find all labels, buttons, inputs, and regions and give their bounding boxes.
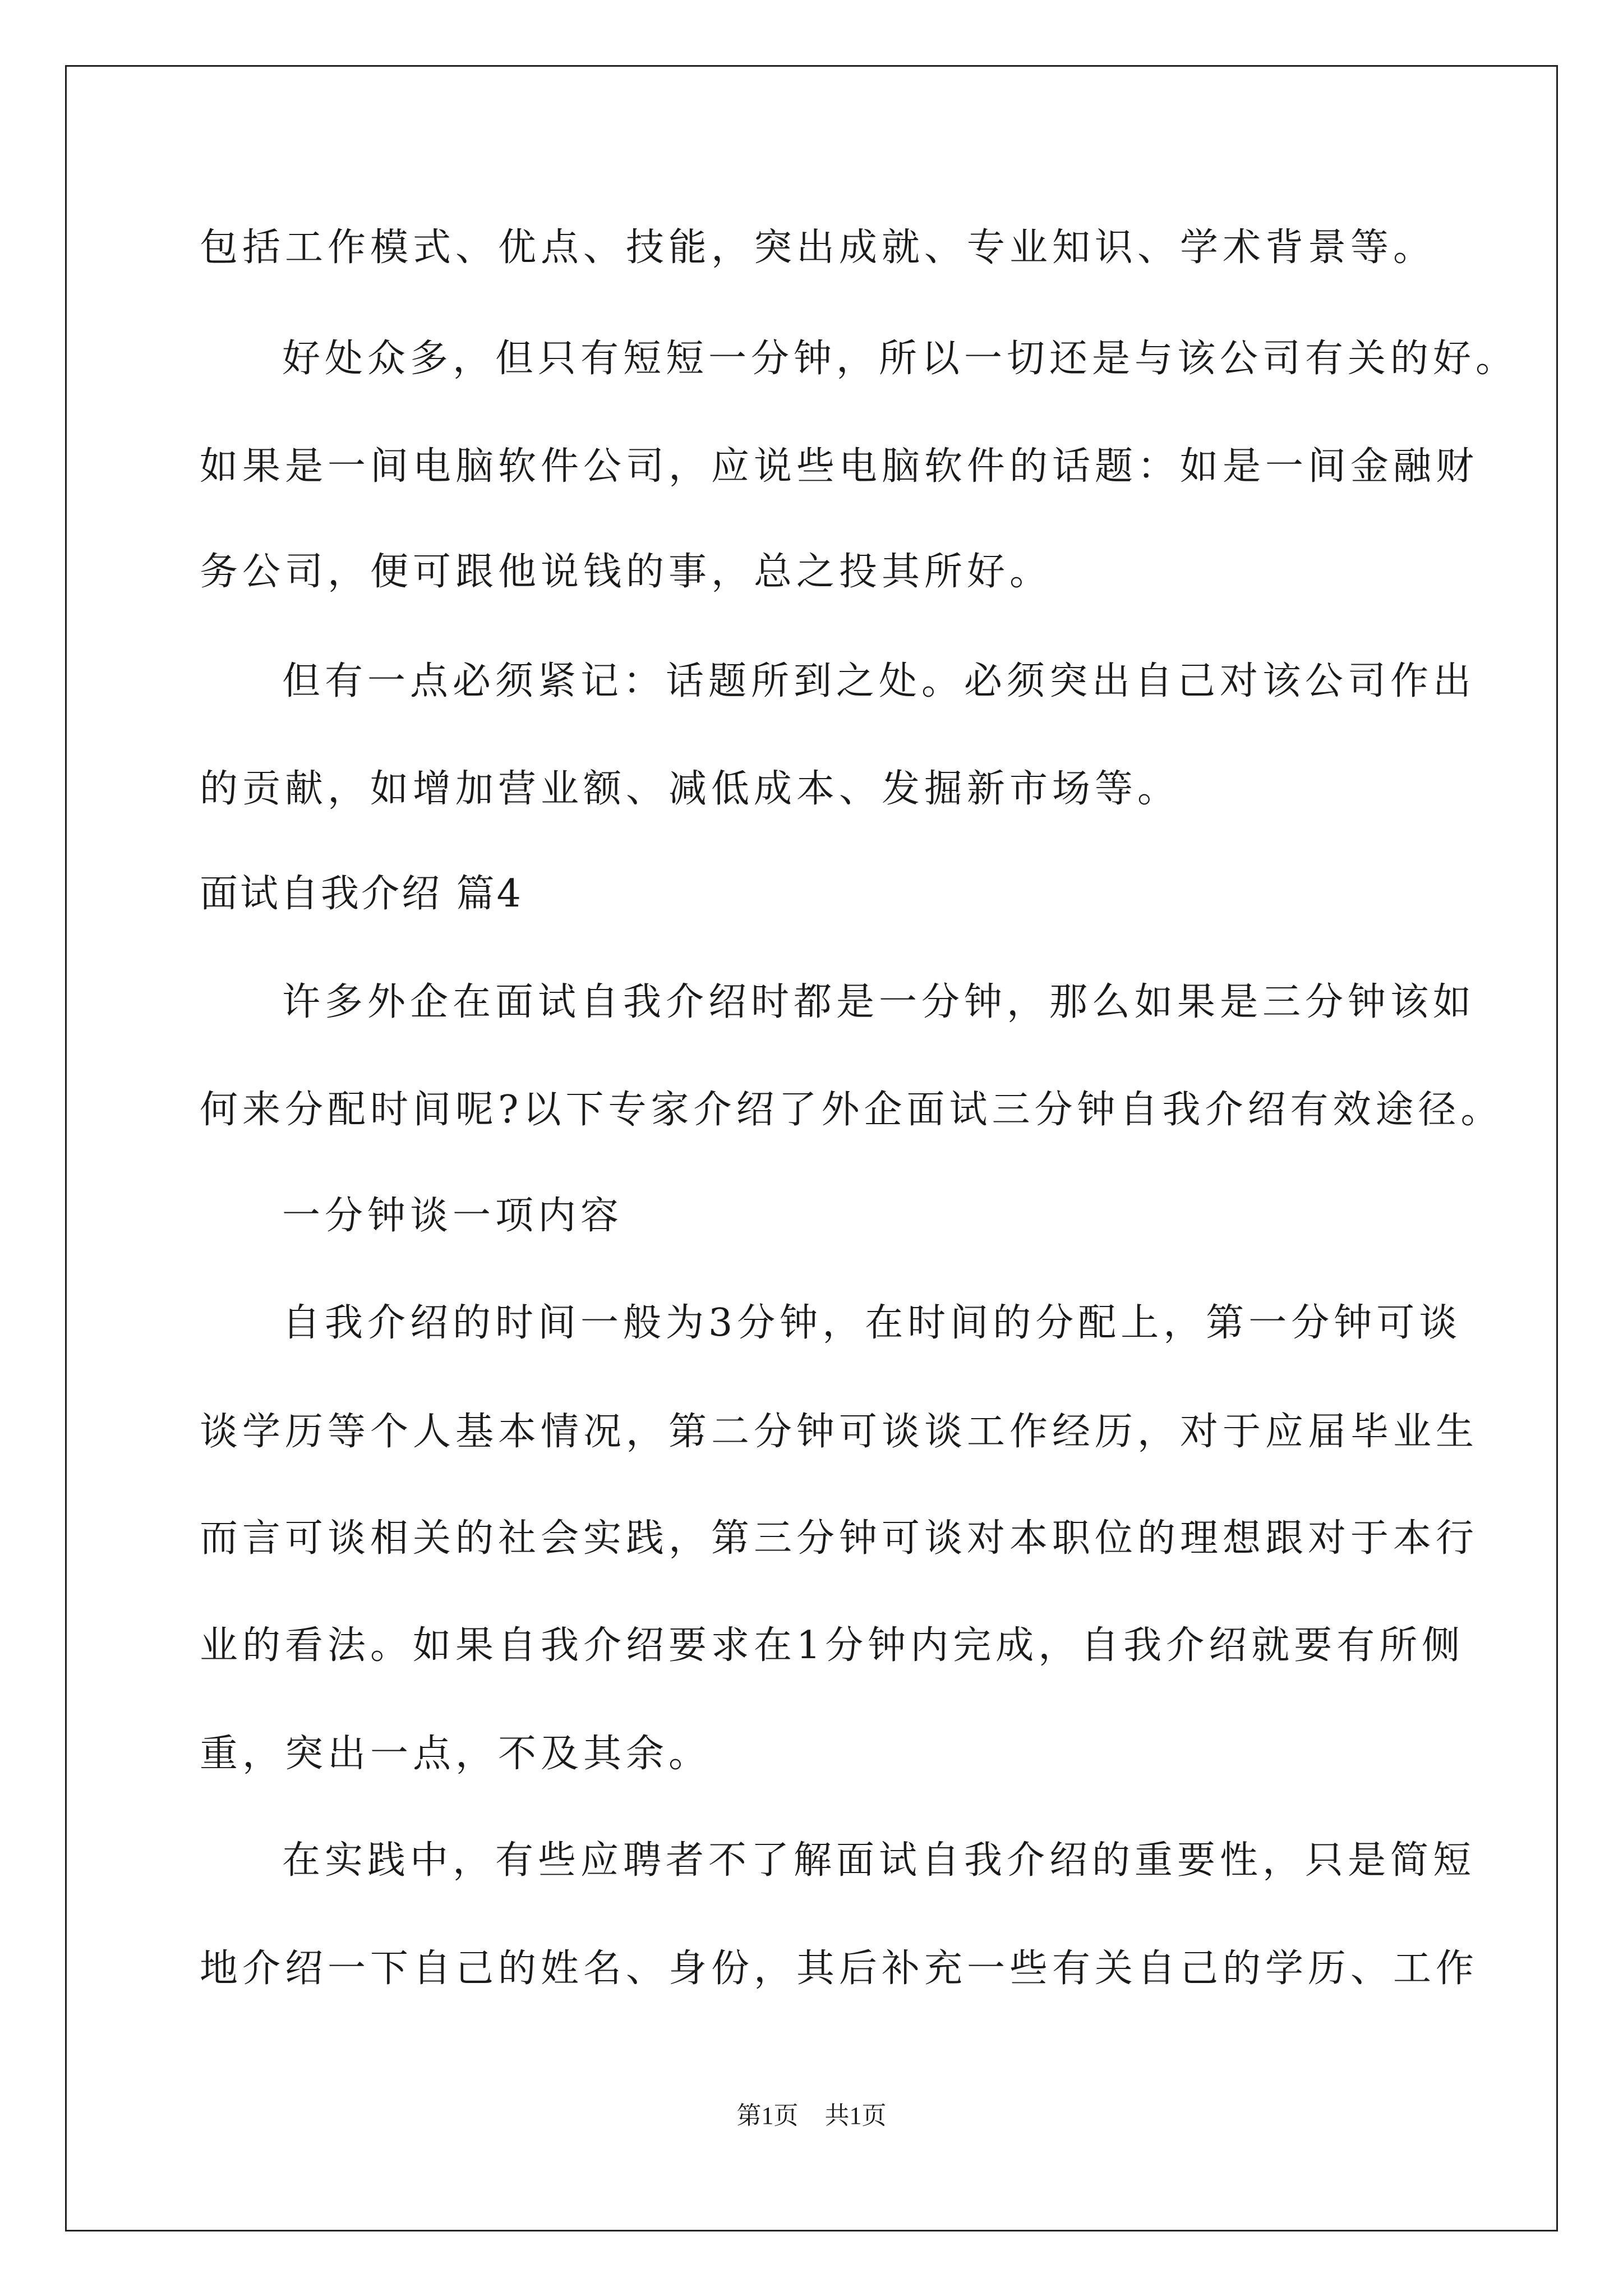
body-line: 包括工作模式、优点、技能，突出成就、专业知识、学术背景等。 [200, 226, 1436, 270]
body-line: 一分钟谈一项内容 [282, 1194, 624, 1238]
body-line: 许多外企在面试自我介绍时都是一分钟，那么如果是三分钟该如 [282, 980, 1476, 1024]
body-line: 好处众多，但只有短短一分钟，所以一切还是与该公司有关的好。 [282, 337, 1519, 381]
page-border [65, 65, 1558, 2231]
body-line: 如果是一间电脑软件公司，应说些电脑软件的话题：如是一间金融财 [200, 444, 1479, 489]
body-line: 而言可谈相关的社会实践，第三分钟可谈对本职位的理想跟对于本行 [200, 1516, 1479, 1561]
body-line: 但有一点必须紧记：话题所到之处。必须突出自己对该公司作出 [282, 659, 1476, 703]
body-line: 的贡献，如增加营业额、减低成本、发掘新市场等。 [200, 767, 1181, 811]
body-line: 自我介绍的时间一般为3分钟，在时间的分配上，第一分钟可谈 [282, 1301, 1462, 1345]
body-line: 在实践中，有些应聘者不了解面试自我介绍的重要性，只是简短 [282, 1838, 1476, 1883]
body-line: 谈学历等个人基本情况，第二分钟可谈谈工作经历，对于应届毕业生 [200, 1410, 1479, 1454]
page-total: 共1页 [824, 2102, 887, 2129]
section-heading: 面试自我介绍 篇4 [200, 872, 523, 916]
body-line: 地介绍一下自己的姓名、身份，其后补充一些有关自己的学历、工作 [200, 1947, 1479, 1991]
body-line: 务公司，便可跟他说钱的事，总之投其所好。 [200, 550, 1053, 594]
body-line: 重，突出一点，不及其余。 [200, 1732, 712, 1776]
body-line: 何来分配时间呢?以下专家介绍了外企面试三分钟自我介绍有效途径。 [200, 1088, 1504, 1132]
page-footer [0, 2104, 1623, 2128]
page-number: 第1页 [736, 2102, 799, 2129]
body-line: 业的看法。如果自我介绍要求在1分钟内完成，自我介绍就要有所侧 [200, 1623, 1465, 1668]
